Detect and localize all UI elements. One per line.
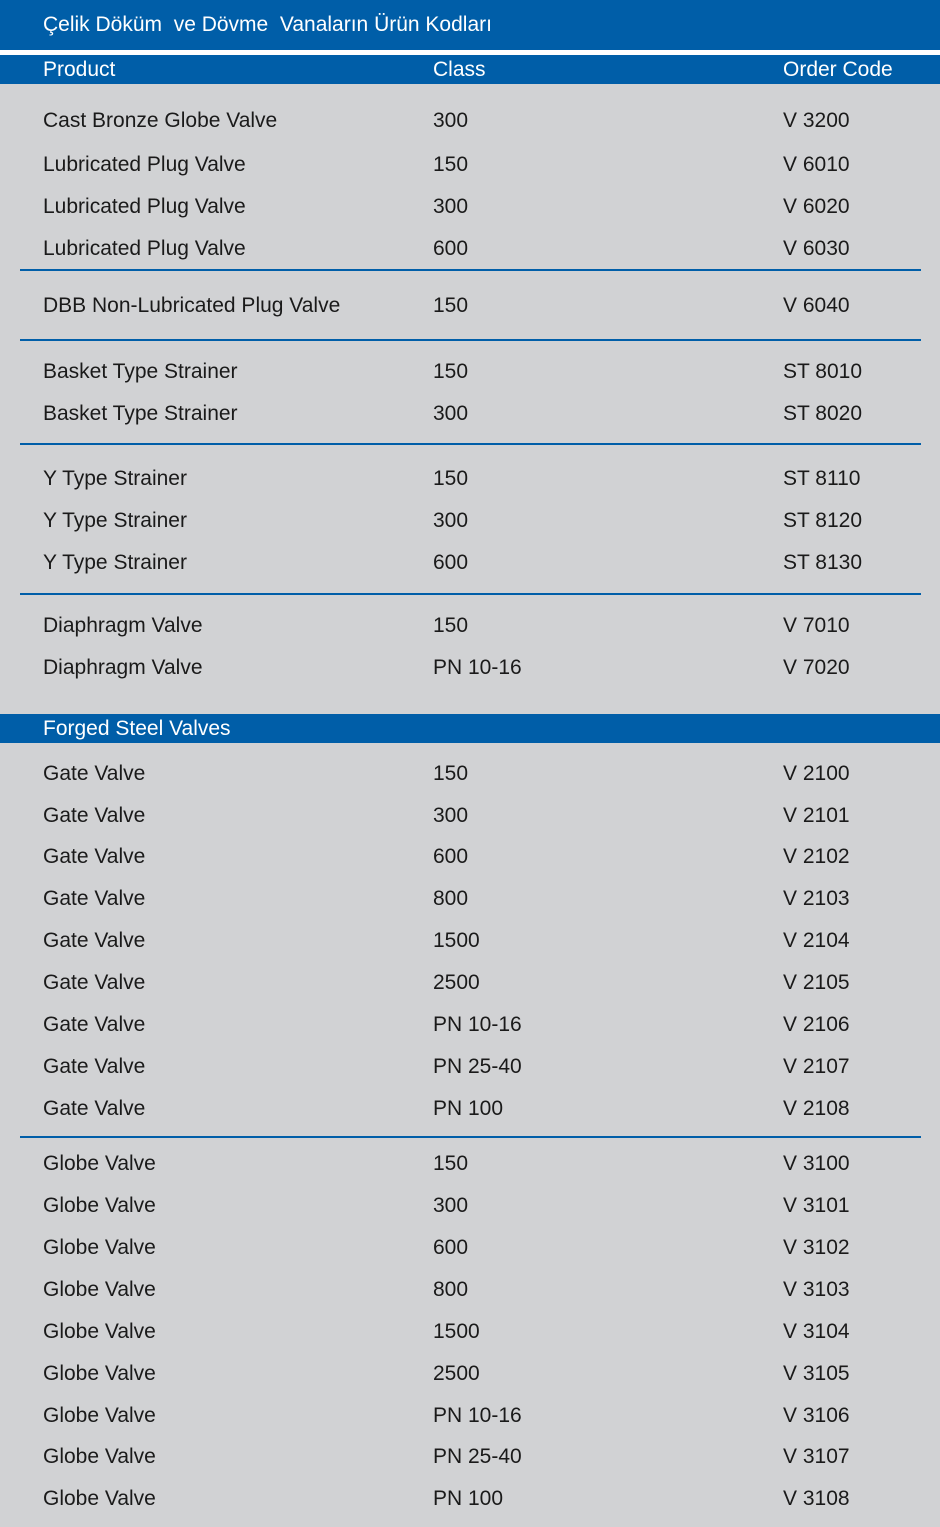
table-row (0, 192, 940, 222)
table-row (0, 548, 940, 578)
page-title: Çelik Döküm ve Dövme Vanaların Ürün Kodları (0, 0, 940, 50)
product-cell: Gate Valve (43, 929, 146, 952)
product-cell: Gate Valve (43, 971, 146, 994)
table-row (0, 1359, 940, 1389)
product-cell: Y Type Strainer (43, 467, 187, 490)
product-cell: Globe Valve (43, 1236, 156, 1259)
class-cell: 150 (433, 467, 469, 490)
group-divider (20, 1136, 921, 1138)
product-cell: Gate Valve (43, 1013, 146, 1036)
class-cell: 300 (433, 402, 469, 425)
class-cell: PN 25-40 (433, 1445, 522, 1468)
class-cell: 800 (433, 887, 469, 910)
order-code-cell: V 2108 (783, 1097, 850, 1120)
section-label: Forged Steel Valves (43, 717, 231, 740)
product-cell: Globe Valve (43, 1194, 156, 1217)
table-row (0, 1052, 940, 1082)
product-cell: Globe Valve (43, 1320, 156, 1343)
class-cell: 300 (433, 195, 469, 218)
group-divider (20, 269, 921, 271)
order-code-cell: V 2105 (783, 971, 850, 994)
product-cell: Lubricated Plug Valve (43, 237, 246, 260)
column-header-order-code: Order Code (783, 58, 893, 81)
order-code-cell: V 3103 (783, 1278, 850, 1301)
column-header-product: Product (43, 58, 116, 81)
product-cell: Lubricated Plug Valve (43, 153, 246, 176)
product-cell: Globe Valve (43, 1404, 156, 1427)
table-row (0, 759, 940, 789)
product-cell: Gate Valve (43, 845, 146, 868)
class-cell: PN 25-40 (433, 1055, 522, 1078)
order-code-cell: V 6010 (783, 153, 850, 176)
order-code-cell: V 2101 (783, 804, 850, 827)
order-code-cell: V 3107 (783, 1445, 850, 1468)
column-header-class: Class (433, 58, 486, 81)
order-code-cell: ST 8110 (783, 467, 861, 490)
product-cell: DBB Non-Lubricated Plug Valve (43, 294, 341, 317)
order-code-cell: ST 8120 (783, 509, 863, 532)
product-cell: Globe Valve (43, 1487, 156, 1510)
table-row (0, 926, 940, 956)
product-cell: Globe Valve (43, 1152, 156, 1175)
table-row (0, 506, 940, 536)
product-cell: Gate Valve (43, 1097, 146, 1120)
order-code-cell: ST 8020 (783, 402, 863, 425)
class-cell: 300 (433, 509, 469, 532)
class-cell: 150 (433, 153, 469, 176)
class-cell: 800 (433, 1278, 469, 1301)
product-cell: Diaphragm Valve (43, 614, 203, 637)
table-row (0, 884, 940, 914)
table-row (0, 1233, 940, 1263)
order-code-cell: V 3104 (783, 1320, 850, 1343)
group-divider (20, 339, 921, 341)
order-code-cell: ST 8130 (783, 551, 863, 574)
class-cell: PN 10-16 (433, 1404, 522, 1427)
order-code-cell: V 3102 (783, 1236, 850, 1259)
table-row (0, 611, 940, 641)
table-row (0, 1094, 940, 1124)
product-cell: Lubricated Plug Valve (43, 195, 246, 218)
product-cell: Gate Valve (43, 804, 146, 827)
group-divider (20, 443, 921, 445)
class-cell: PN 100 (433, 1487, 504, 1510)
product-cell: Gate Valve (43, 887, 146, 910)
class-cell: 600 (433, 845, 469, 868)
product-cell: Globe Valve (43, 1445, 156, 1468)
class-cell: PN 100 (433, 1097, 504, 1120)
class-cell: 2500 (433, 1362, 480, 1385)
table-row (0, 234, 940, 264)
order-code-cell: V 6020 (783, 195, 850, 218)
table-row (0, 1149, 940, 1179)
order-code-cell: V 2107 (783, 1055, 850, 1078)
order-code-cell: V 2104 (783, 929, 850, 952)
table-row (0, 1484, 940, 1514)
table-row (0, 801, 940, 831)
order-code-cell: V 3105 (783, 1362, 850, 1385)
order-code-cell: V 2102 (783, 845, 850, 868)
class-cell: 300 (433, 109, 469, 132)
table-row (0, 1275, 940, 1305)
table-row (0, 1401, 940, 1431)
order-code-cell: V 6030 (783, 237, 850, 260)
table-row (0, 968, 940, 998)
table-row (0, 653, 940, 683)
product-cell: Cast Bronze Globe Valve (43, 109, 278, 132)
table-row (0, 106, 940, 136)
class-cell: 600 (433, 237, 469, 260)
table-row (0, 1442, 940, 1472)
order-code-cell: V 2106 (783, 1013, 850, 1036)
order-code-cell: V 3100 (783, 1152, 850, 1175)
class-cell: PN 10-16 (433, 1013, 522, 1036)
product-cell: Basket Type Strainer (43, 360, 238, 383)
order-code-cell: ST 8010 (783, 360, 863, 383)
table-row (0, 464, 940, 494)
class-cell: PN 10-16 (433, 656, 522, 679)
product-cell: Gate Valve (43, 762, 146, 785)
class-cell: 2500 (433, 971, 480, 994)
class-cell: 1500 (433, 1320, 480, 1343)
class-cell: 1500 (433, 929, 480, 952)
order-code-cell: V 2100 (783, 762, 850, 785)
class-cell: 150 (433, 1152, 469, 1175)
table-row (0, 1191, 940, 1221)
product-cell: Globe Valve (43, 1362, 156, 1385)
section-header-forged-steel-valves (0, 714, 940, 743)
table-row (0, 399, 940, 429)
table-row (0, 291, 940, 321)
order-code-cell: V 3101 (783, 1194, 850, 1217)
product-cell: Y Type Strainer (43, 509, 187, 532)
class-cell: 600 (433, 1236, 469, 1259)
table-row (0, 1317, 940, 1347)
class-cell: 600 (433, 551, 469, 574)
table-row (0, 842, 940, 872)
class-cell: 300 (433, 804, 469, 827)
product-cell: Diaphragm Valve (43, 656, 203, 679)
order-code-cell: V 3200 (783, 109, 850, 132)
product-cell: Y Type Strainer (43, 551, 187, 574)
class-cell: 150 (433, 294, 469, 317)
order-code-cell: V 2103 (783, 887, 850, 910)
order-code-cell: V 7010 (783, 614, 850, 637)
class-cell: 150 (433, 614, 469, 637)
group-divider (20, 593, 921, 595)
table-header (0, 55, 940, 84)
order-code-cell: V 3108 (783, 1487, 850, 1510)
table-row (0, 150, 940, 180)
class-cell: 300 (433, 1194, 469, 1217)
class-cell: 150 (433, 762, 469, 785)
product-cell: Basket Type Strainer (43, 402, 238, 425)
product-cell: Gate Valve (43, 1055, 146, 1078)
table-row (0, 1010, 940, 1040)
order-code-cell: V 7020 (783, 656, 850, 679)
class-cell: 150 (433, 360, 469, 383)
order-code-cell: V 3106 (783, 1404, 850, 1427)
table-row (0, 357, 940, 387)
product-cell: Globe Valve (43, 1278, 156, 1301)
order-code-cell: V 6040 (783, 294, 850, 317)
